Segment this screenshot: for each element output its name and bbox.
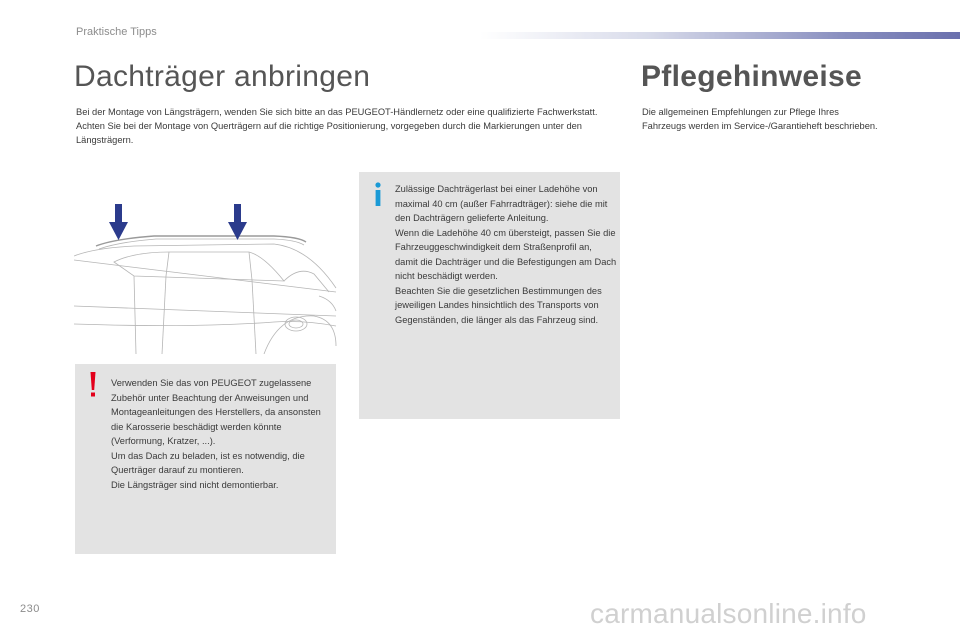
- arrow-down-icon-2: [228, 204, 247, 240]
- intro-paragraph-1: Bei der Montage von Längsträgern, wenden Sie sich bitte an das PEUGEOT-Händlernetz oder eine qualifizierte Fachwerkstatt.: [76, 107, 598, 117]
- page-title-care: Pflegehinweise: [641, 60, 862, 93]
- warning-paragraph-1: Verwenden Sie das von PEUGEOT zugelassene Zubehör unter Beachtung der Anweisungen und Montageanleitungen des Herstellers, da ansonsten die Karosserie beschädigt werden könnte (Verformung, Kratzer, ...).: [111, 378, 321, 446]
- warning-box: [75, 364, 336, 554]
- info-paragraph-2: Wenn die Ladehöhe 40 cm übersteigt, passen Sie die Fahrzeuggeschwindigkeit dem Straßenprofil an, damit die Dachträger und die Befestigungen am Dach nicht beschädigt werden.: [395, 227, 617, 281]
- section-header: Praktische Tipps: [76, 26, 157, 38]
- page-number: 230: [20, 603, 40, 615]
- watermark: carmanualsonline.info: [590, 598, 867, 629]
- car-roof-illustration: [74, 196, 339, 354]
- warning-text: [111, 376, 333, 492]
- info-paragraph-1: Zulässige Dachträgerlast bei einer Ladehöhe von maximal 40 cm (außer Fahrradträger): siehe die mit den Dachträgern gelieferte Anleitung.: [395, 184, 608, 223]
- exclamation-icon: [89, 372, 97, 398]
- warning-paragraph-2: Um das Dach zu beladen, ist es notwendig, die Querträger darauf zu montieren.: [111, 450, 305, 475]
- care-text: Die allgemeinen Empfehlungen zur Pflege Ihres Fahrzeugs werden im Service-/Garantieheft beschrieben.: [642, 107, 878, 131]
- intro-text: [76, 105, 626, 147]
- page-title-roof-rack: Dachträger anbringen: [74, 60, 371, 93]
- header-gradient-bar: [480, 32, 960, 39]
- info-paragraph-3: Beachten Sie die gesetzlichen Bestimmungen des jeweiligen Landes hinsichtlich des Transports von Gegenständen, die länger als das Fahrzeug sind.: [395, 285, 602, 325]
- info-icon: [373, 182, 383, 208]
- info-box: [359, 172, 620, 419]
- info-text: [395, 182, 617, 327]
- intro-paragraph-2: Achten Sie bei der Montage von Querträgern auf die richtige Positionierung, vorgegeben durch die Markierungen unter den Längsträgern.: [76, 121, 582, 145]
- warning-paragraph-3: Die Längsträger sind nicht demontierbar.: [111, 479, 279, 490]
- arrow-down-icon: [109, 204, 128, 240]
